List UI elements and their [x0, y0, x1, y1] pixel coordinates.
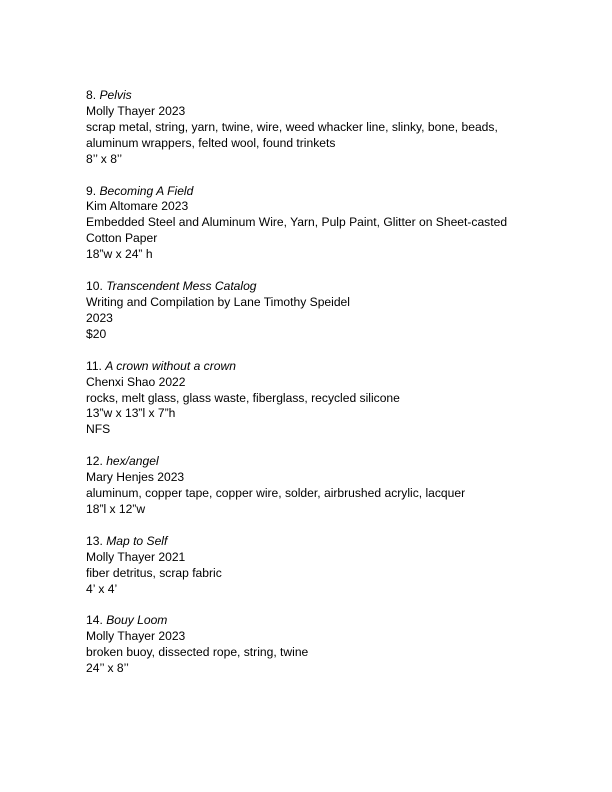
entry-artist: Kim Altomare 2023 [86, 199, 189, 214]
entry-year: 2023 [86, 310, 113, 325]
entry-materials: scrap metal, string, yarn, twine, wire, weed whacker line, slinky, bone, beads, aluminum wrappers, felted wool, found trinkets [86, 119, 498, 150]
entry-heading [86, 88, 546, 104]
entry-artist: Chenxi Shao 2022 [86, 374, 186, 389]
entry-number: 11. [86, 358, 102, 373]
entry-title: Map to Self [106, 533, 168, 548]
catalog-entry-10 [86, 279, 546, 343]
entry-heading [86, 279, 546, 295]
entry-artist: Mary Henjes 2023 [86, 470, 185, 485]
entry-number: 9. [86, 183, 97, 198]
entry-heading [86, 359, 546, 375]
entry-price: $20 [86, 326, 107, 341]
entry-title: Pelvis [99, 88, 132, 102]
entry-heading [86, 184, 546, 200]
entry-dimensions: 18”w x 24” h [86, 247, 153, 262]
entry-materials: fiber detritus, scrap fabric [86, 565, 222, 580]
entry-number: 8. [86, 88, 97, 102]
entry-artist: Molly Thayer 2021 [86, 549, 186, 564]
entry-number: 14. [86, 613, 103, 628]
entry-dimensions: 13”w x 13”l x 7”h [86, 406, 176, 421]
entry-materials: rocks, melt glass, glass waste, fiberglass, recycled silicone [86, 390, 400, 405]
catalog-entry-11 [86, 359, 546, 439]
entry-heading [86, 613, 546, 629]
entry-artist: Molly Thayer 2023 [86, 103, 186, 118]
entry-artist: Molly Thayer 2023 [86, 629, 186, 644]
entry-artist: Writing and Compilation by Lane Timothy Speidel [86, 294, 350, 309]
entry-materials: Embedded Steel and Aluminum Wire, Yarn, Pulp Paint, Glitter on Sheet-casted Cotton Paper [86, 215, 508, 246]
catalog-entry-13 [86, 534, 546, 598]
entry-heading [86, 534, 546, 550]
entry-number: 12. [86, 454, 103, 469]
entry-title: hex/angel [106, 454, 159, 469]
entry-dimensions: 8’’ x 8’’ [86, 151, 123, 166]
catalog-entry-12 [86, 454, 546, 518]
entry-title: Transcendent Mess Catalog [106, 279, 257, 294]
entry-title: A crown without a crown [105, 358, 236, 373]
catalog-entry-9 [86, 184, 546, 264]
entry-dimensions: 18”l x 12”w [86, 501, 146, 516]
entry-title: Bouy Loom [106, 613, 168, 628]
entry-number: 13. [86, 533, 103, 548]
entry-dimensions: 24’’ x 8’’ [86, 661, 129, 676]
catalog-entry-list [86, 88, 546, 693]
entry-materials: aluminum, copper tape, copper wire, solder, airbrushed acrylic, lacquer [86, 486, 466, 501]
entry-heading [86, 454, 546, 470]
entry-materials: broken buoy, dissected rope, string, twine [86, 645, 309, 660]
entry-title: Becoming A Field [99, 183, 194, 198]
catalog-entry-8 [86, 88, 546, 168]
entry-dimensions: 4’ x 4’ [86, 581, 118, 596]
entry-price: NFS [86, 422, 111, 437]
entry-number: 10. [86, 279, 103, 294]
catalog-entry-14 [86, 613, 546, 677]
